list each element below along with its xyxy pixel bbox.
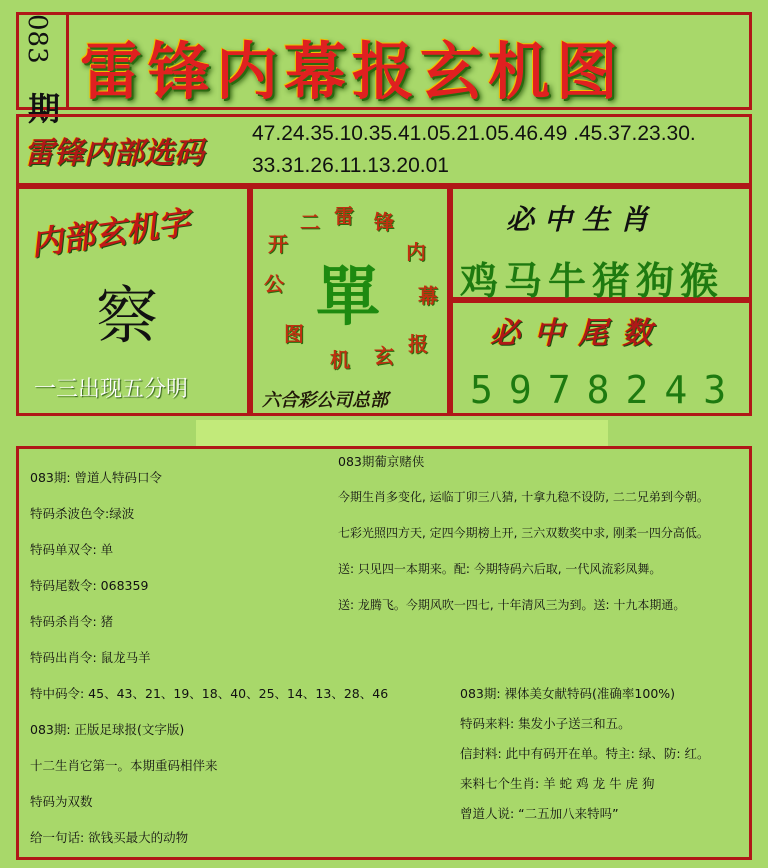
poem-line-1: 今期生肖多变化, 运临丁卯三八猜, 十拿九稳不设防, 二二兄弟到今朝。 <box>338 490 709 504</box>
issue-suffix: 期 <box>28 90 61 128</box>
left-line-6: 特码出肖令: 鼠龙马羊 <box>30 650 151 665</box>
right-line-4: 来料七个生肖: 羊 蛇 鸡 龙 牛 虎 狗 <box>460 776 655 791</box>
left-line-11: 给一句话: 欲钱买最大的动物 <box>30 830 189 845</box>
ring-char: 图 <box>284 322 304 346</box>
issue-label <box>22 14 66 128</box>
ring-char: 雷 <box>334 204 354 228</box>
issue-number: 083 <box>22 14 52 64</box>
secret-word-title: 内部玄机字 <box>28 203 193 263</box>
right-line-2: 特码来料: 集发小子送三和五。 <box>460 716 631 731</box>
left-line-1: 083期: 曾道人特码口令 <box>30 470 163 485</box>
ring-char: 幕 <box>418 284 438 308</box>
numbers-line-1: 47.24.35.10.35.41.05.21.05.46.49 .45.37.23.30. <box>252 122 696 145</box>
zodiac-title: 必中生肖 <box>506 203 659 236</box>
issue-divider <box>66 14 69 108</box>
left-line-9: 十二生肖它第一。本期重码相伴来 <box>30 758 218 773</box>
left-line-4: 特码尾数令: 068359 <box>30 578 149 593</box>
ring-char: 内 <box>406 240 426 264</box>
ring-char: 报 <box>408 332 428 356</box>
page-title: 雷锋内幕报玄机图 <box>80 35 625 108</box>
ring-char: 锋 <box>374 210 394 234</box>
numbers-line-2: 33.31.26.11.13.20.01 <box>252 154 449 177</box>
poem-line-2: 七彩光照四方天, 定四今期榜上开, 三六双数奖中求, 刚柔一四分高低。 <box>338 526 709 540</box>
left-line-10: 特码为双数 <box>30 794 93 809</box>
center-footer: 六合彩公司总部 <box>262 390 388 411</box>
ring-char: 开 <box>268 232 288 256</box>
poem-title: 083期葡京赌侠 <box>338 454 425 469</box>
poem-line-3: 送: 只见四一本期来。配: 今期特码六后取, 一代风流彩凤舞。 <box>338 562 662 576</box>
poem-line-4: 送: 龙腾飞。今期风吹一四七, 十年清风三为到。送: 十九本期通。 <box>338 598 686 612</box>
right-line-1: 083期: 裸体美女献特码(准确率100%) <box>460 686 676 701</box>
ring-char: 二 <box>300 210 320 234</box>
left-line-5: 特码杀肖令: 猪 <box>30 614 114 629</box>
right-line-3: 信封料: 此中有码开在单。特主: 绿、防: 红。 <box>460 746 710 761</box>
tail-digits: 5978243 <box>470 368 743 412</box>
tail-title: 必中尾数 <box>490 316 666 351</box>
left-line-7: 特中码令: 45、43、21、19、18、40、25、14、13、28、46 <box>30 686 389 701</box>
ring-char: 玄 <box>374 344 394 368</box>
right-line-5: 曾道人说: “二五加八来特吗” <box>460 806 619 821</box>
center-big-character: 單 <box>316 260 380 335</box>
highlight-strip <box>196 420 608 446</box>
left-line-8: 083期: 正版足球报(文字版) <box>30 722 185 737</box>
numbers-label: 雷锋内部选码 <box>24 136 204 171</box>
ring-char: 机 <box>330 348 350 372</box>
zodiac-animals: 鸡马牛猪狗猴 <box>460 258 725 303</box>
ring-char: 公 <box>264 272 284 296</box>
secret-word-character: 察 <box>96 279 159 352</box>
left-line-3: 特码单双令: 单 <box>30 542 114 557</box>
left-line-2: 特码杀波色令:绿波 <box>30 506 135 521</box>
secret-word-caption: 一三出现五分明 <box>34 377 189 402</box>
